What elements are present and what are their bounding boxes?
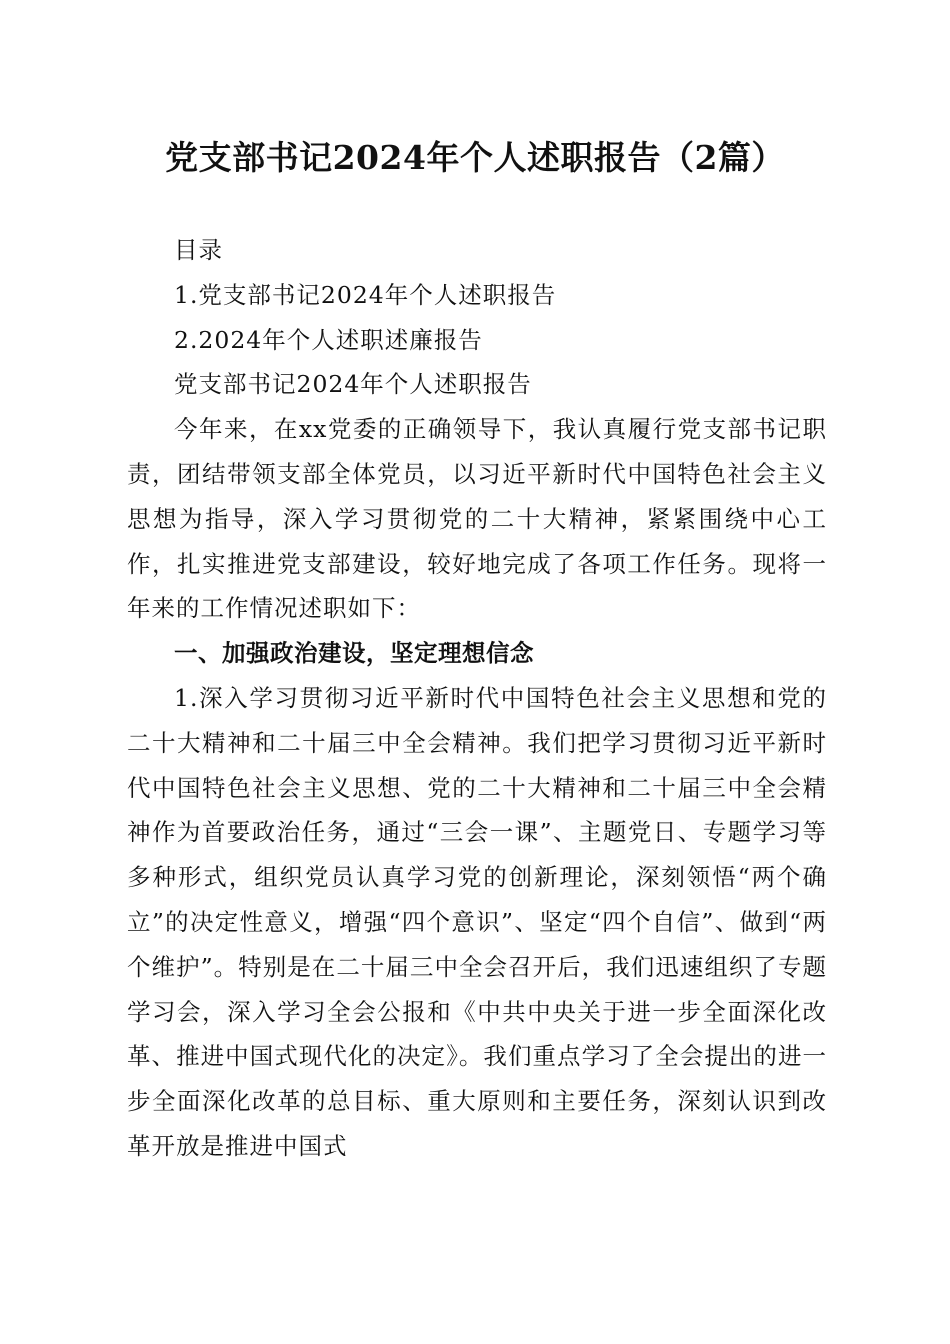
section-title: 党支部书记2024年个人述职报告 xyxy=(174,370,532,399)
document-body xyxy=(127,228,827,1169)
heading-political-building: 一、加强政治建设，坚定理想信念 xyxy=(174,639,534,668)
toc-item-2: 2.2024年个人述职述廉报告 xyxy=(174,325,483,354)
paragraph-study-theory: 1.深入学习贯彻习近平新时代中国特色社会主义思想和党的二十大精神和二十届三中全会精神。我们把学习贯彻习近平新时代中国特色社会主义思想、党的二十大精神和二十届三中全会精神作为首要政治任务，通过“三会一课”、主题党日、专题学习等多种形式，组织党员认真学习党的创新理论，深刻领悟“两个确立”的决定性意义，增强“四个意识”、坚定“四个自信”、做到“两个维护”。特别是在二十届三中全会召开后，我们迅速组织了专题学习会，深入学习全会公报和《中共中央关于进一步全面深化改革、推进中国式现代化的决定》。我们重点学习了全会提出的进一步全面深化改革的总目标、重大原则和主要任务，深刻认识到改革开放是推进中国式 xyxy=(127,683,827,1160)
toc-label: 目录 xyxy=(174,236,223,264)
document-title: 党支部书记2024年个人述职报告（2篇） xyxy=(165,138,785,177)
intro-paragraph: 今年来，在xx党委的正确领导下，我认真履行党支部书记职责，团结带领支部全体党员，以习近平新时代中国特色社会主义思想为指导，深入学习贯彻党的二十大精神，紧紧围绕中心工作，扎实推进党支部建设，较好地完成了各项工作任务。现将一年来的工作情况述职如下： xyxy=(127,415,827,623)
toc-item-1: 1.党支部书记2024年个人述职报告 xyxy=(174,280,557,309)
